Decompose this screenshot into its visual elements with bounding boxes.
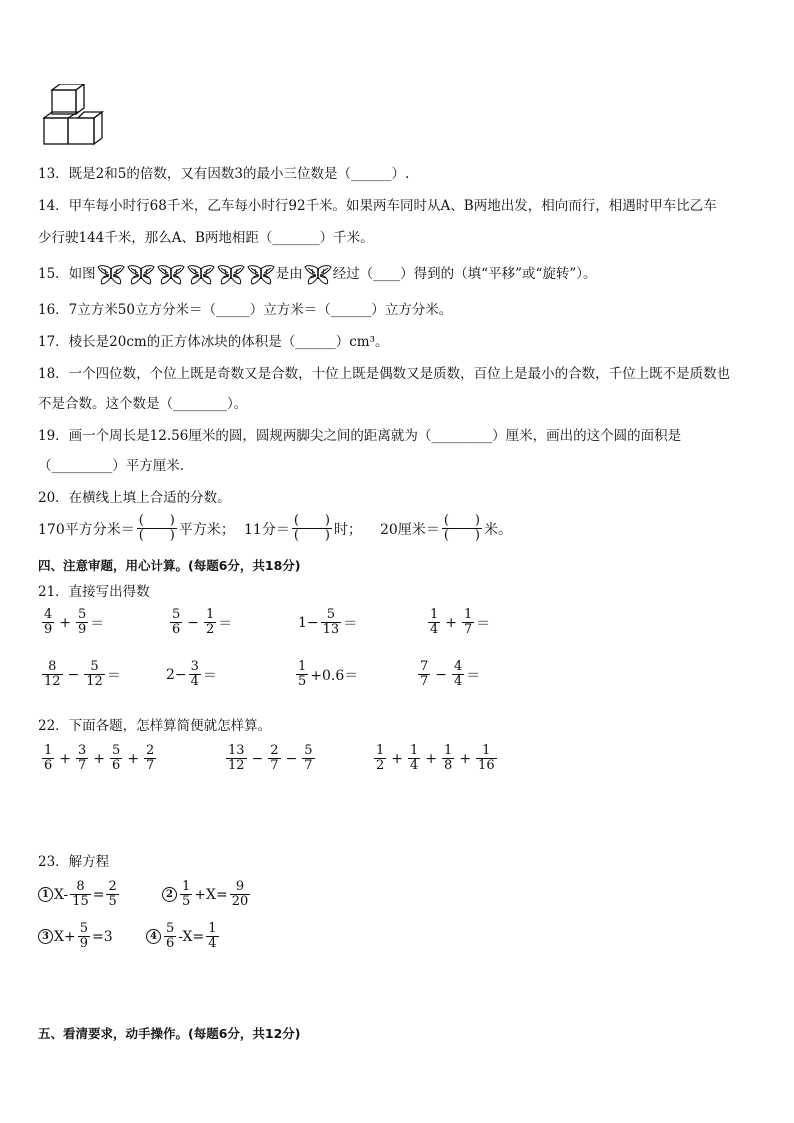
question-16: 16．7立方米50立方分米＝（_____）立方米＝（______）立方分米。 — [38, 302, 453, 318]
butterfly-icon — [247, 265, 275, 285]
question-19-line1: 19．画一个周长是12.56厘米的圆，圆规两脚尖之间的距离就为（_________）厘米，画出的这个圆的面积是 — [38, 428, 682, 444]
butterfly-icon — [187, 265, 215, 285]
q22-expr-1: $\frac{1}{6}$ + $\frac{3}{7}$ + $\frac{5}{6}$ + $\frac{2}{7}$ — [44, 743, 155, 773]
question-23-title: 23．解方程 — [38, 854, 110, 870]
fraction-blank: $\frac{( )}{( )}$ — [443, 513, 480, 543]
q22-expr-3: $\frac{1}{2}$ + $\frac{1}{4}$ + $\frac{1}{8}$ + $\frac{1}{16}$ — [376, 743, 495, 773]
question-18-line2: 不是合数。这个数是（________）。 — [38, 396, 248, 412]
circled-number: 1 — [38, 887, 53, 902]
question-20-title: 20．在横线上填上合适的分数。 — [38, 490, 231, 506]
section-5-title: 五、看清要求，动手操作。(每题6分，共12分) — [38, 1026, 301, 1041]
question-14-line2: 少行驶144千米，那么A、B两地相距（_______）千米。 — [38, 230, 374, 246]
q23-equation-3: 3 X+ $\frac{5}{9}$ =3 — [38, 922, 113, 951]
q21-expr-1: $\frac{4}{9}$ + $\frac{5}{9}$ ＝ — [44, 607, 105, 637]
circled-number: 4 — [146, 929, 161, 944]
q21-expr-3: 1− $\frac{5}{13}$ ＝ — [298, 607, 358, 637]
butterfly-row — [96, 266, 276, 282]
fraction-blank: $\frac{( )}{( )}$ — [138, 513, 175, 543]
butterfly-icon — [97, 265, 125, 285]
question-20-part-a: 170平方分米＝ $\frac{( )}{( )}$ 平方米； — [38, 513, 235, 543]
question-15 — [38, 262, 597, 286]
butterfly-icon — [127, 265, 155, 285]
question-19-line2: （_________）平方厘米. — [38, 458, 185, 474]
q21-expr-5: $\frac{8}{12}$ − $\frac{5}{12}$ ＝ — [44, 659, 121, 689]
question-21-title: 21．直接写出得数 — [38, 584, 150, 600]
question-20-part-b: 11分＝ $\frac{( )}{( )}$ 时； — [244, 513, 362, 543]
fraction-blank: $\frac{( )}{( )}$ — [293, 513, 330, 543]
q23-equation-4: 4 $\frac{5}{6}$ -X= $\frac{1}{4}$ — [146, 922, 221, 951]
q21-expr-2: $\frac{5}{6}$ − $\frac{1}{2}$ ＝ — [172, 607, 233, 637]
q22-expr-2: $\frac{13}{12}$ − $\frac{2}{7}$ − $\frac{5}{7}$ — [228, 743, 313, 773]
question-15-suffix: 经过（____）得到的（填“平移”或“旋转”）。 — [332, 266, 597, 282]
butterfly-icon — [217, 265, 245, 285]
q21-expr-4: $\frac{1}{4}$ + $\frac{1}{7}$ ＝ — [430, 607, 491, 637]
circled-number: 3 — [38, 929, 53, 944]
q21-expr-8: $\frac{7}{7}$ − $\frac{4}{4}$ ＝ — [420, 659, 481, 689]
q21-expr-6: 2− $\frac{3}{4}$ ＝ — [166, 659, 217, 689]
cube-stack-figure — [42, 84, 108, 146]
circled-number: 2 — [162, 887, 177, 902]
question-13: 13．既是2和5的倍数，又有因数3的最小三位数是（______）. — [38, 166, 410, 182]
question-20-part-c: 20厘米＝ $\frac{( )}{( )}$ 米。 — [380, 513, 512, 543]
question-15-middle: 是由 — [275, 266, 303, 282]
butterfly-icon — [304, 265, 332, 285]
question-15-prefix: 15．如图 — [38, 266, 96, 282]
question-18-line1: 18．一个四位数，个位上既是奇数又是合数，十位上既是偶数又是质数，百位上是最小的合数，千位上既不是质数也 — [38, 366, 731, 382]
butterfly-icon — [157, 265, 185, 285]
q21-expr-7: $\frac{1}{5}$ +0.6＝ — [298, 659, 359, 689]
q23-equation-2: 2 $\frac{1}{5}$ +X= $\frac{9}{20}$ — [162, 880, 252, 909]
q23-equation-1: 1 X- $\frac{8}{15}$ = $\frac{2}{5}$ — [38, 880, 121, 909]
question-17: 17．棱长是20cm的正方体冰块的体积是（______）cm³。 — [38, 334, 389, 350]
question-22-title: 22．下面各题，怎样算简便就怎样算。 — [38, 718, 272, 734]
section-4-title: 四、注意审题，用心计算。(每题6分，共18分) — [38, 558, 301, 573]
question-14-line1: 14．甲车每小时行68千米，乙车每小时行92千米。如果两车同时从A、B两地出发，相向而行，相遇时甲车比乙车 — [38, 198, 717, 214]
